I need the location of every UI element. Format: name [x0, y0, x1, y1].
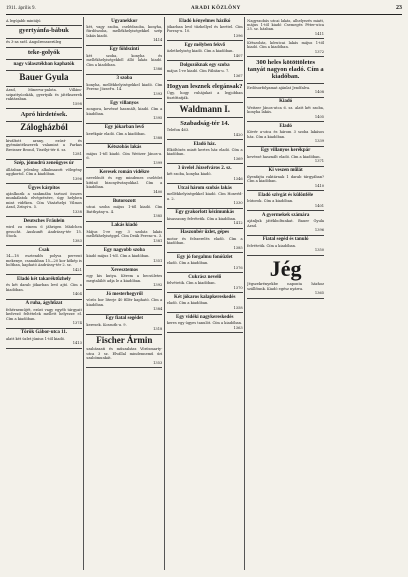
ad-text: utcai szoba május 1-től kiadó. Cím Batthyány-u. 4. — [86, 205, 163, 214]
ad-number: 1395 — [153, 116, 163, 121]
ad-text: két, vagy szoba, cselédszoba, konyha, fürdőszoba, mellékhelyiségekkel szép lakás kiadó. — [86, 25, 163, 38]
ad-heading: Fischer Ármin — [96, 335, 153, 346]
ad-heading: Egy mélyben fekvő — [184, 42, 225, 48]
ad-heading: Egy villanyos kerékpár — [260, 148, 311, 154]
ad-heading: Haszonbér üzlet, gépes — [180, 230, 230, 236]
ad-text: zongora, kevéssé használt, kiadó. Cím a kiadóban. — [86, 107, 163, 116]
ad-text: és két darab jókarban levő ajtó. Cím a kiadóban. — [6, 283, 82, 292]
classified-ad — [6, 300, 82, 329]
classified-ad — [247, 211, 324, 235]
ad-heading: Egy villanyos — [110, 100, 139, 106]
classified-ad — [6, 184, 82, 217]
ad-text: eladó. Cím a kiadóban. — [166, 261, 209, 266]
ad-number: 1401 — [314, 203, 325, 208]
page-header — [6, 5, 402, 15]
classified-ad — [6, 71, 82, 86]
ad-heading: Eladó két takaréktűzhely — [17, 276, 71, 282]
ad-heading: Eladó szivgát és különféle — [258, 192, 314, 198]
ad-text: konyha, mellékhelyiségekkel kiadó. Cím Ferenc József-u. 14. — [86, 82, 163, 92]
column-3 — [167, 17, 245, 570]
classified-ad — [86, 99, 162, 123]
ad-text: és 3-as szél. Angolrenszerüleg — [6, 40, 62, 45]
ad-text: eladó. Cím a kiadóban. — [166, 301, 209, 306]
ad-text: állásban jelenleg alkalmazott vőlegény aggkortol. Cím a kiadóban. — [6, 167, 82, 177]
ad-heading: gyertyánfa-bábuk — [19, 27, 69, 35]
ad-number: 1404 — [72, 292, 82, 297]
ad-number: 1318 — [153, 327, 163, 332]
classified-ad — [167, 140, 243, 164]
ad-heading: Dolgozóknak egy szoba — [179, 62, 230, 68]
classified-ad — [167, 209, 243, 229]
ad-columns — [6, 17, 402, 570]
classified-ad — [6, 87, 82, 109]
ad-number: 1339 — [314, 139, 325, 144]
classified-ad — [167, 17, 243, 41]
classified-ad — [167, 81, 243, 103]
classified-ad — [6, 329, 82, 349]
ad-heading: Cukrász nevelő — [188, 274, 222, 280]
ad-text: Arad, Minerva-palota. Villám-szipattyúcskák, gyertyák és játékszerek raktáraban. — [6, 88, 82, 102]
classified-ad — [247, 84, 324, 97]
ad-number: 1346 — [233, 176, 243, 181]
ad-heading: Eladó kényelmes házikó — [179, 18, 231, 24]
classified-ad — [247, 57, 324, 84]
ad-heading: Keresek román vidékre — [99, 169, 150, 175]
ad-text: Úgy, hogy ruhájukat a legjobban tisztíttatják. — [166, 91, 243, 100]
classified-ad — [167, 273, 243, 293]
ad-text: felvétetik. Cím a kiadóban. — [247, 243, 297, 248]
ad-number: 1350 — [314, 248, 325, 253]
ad-heading: Jég — [269, 256, 302, 281]
column-2 — [86, 17, 164, 570]
classified-ad — [86, 266, 162, 290]
classified-ad — [86, 222, 162, 246]
classified-ad — [167, 253, 243, 273]
ad-text: május 1-től kiadó. Cím Weitzer János-u. 6. — [86, 151, 163, 161]
classified-ad — [86, 75, 162, 99]
classified-ad — [247, 39, 324, 57]
ad-number: 1396 — [314, 228, 325, 233]
classified-ad — [247, 17, 324, 39]
ad-number: 1410 — [314, 183, 325, 188]
ad-number: 1396 — [72, 176, 82, 181]
ad-number: 1413 — [72, 341, 82, 346]
ad-heading: Hogyan lesznek elegánsak? — [166, 82, 243, 90]
ad-heading: Lakás kiadó — [111, 223, 138, 229]
ad-heading: Ügyes kárpitos — [28, 185, 60, 191]
ad-text: ajánljuk játékboltunkat. Bauer Gyula Arad. — [247, 219, 325, 228]
ad-heading: 3 üvelel Józsefváros 2. sz. — [177, 165, 232, 171]
classified-ad — [6, 246, 82, 275]
classified-ad — [167, 164, 243, 184]
ad-text: két szoba, konyha és mellékhelyiségekből álló lakás kiadó. Cím a kiadóban. — [86, 53, 163, 67]
ad-text: Kétszobás, kőrutcai lakás május 1-től kiadó. Cím a kiadóban. — [247, 40, 325, 50]
ad-heading: Butorozott — [112, 198, 136, 204]
ad-number: 1338 — [72, 209, 82, 214]
ad-text: egy kis kutya. Kérem a becsületes megtalálót adja le a kiadóban. — [86, 274, 163, 283]
ad-heading: Zálogházból — [20, 122, 68, 133]
newspaper-title: ARADI KÖZLÖNY — [191, 6, 241, 11]
ad-heading: Xevesztemos — [110, 267, 138, 273]
column-1 — [6, 17, 84, 570]
ad-number: 1388 — [153, 136, 163, 141]
ad-heading: Apró hirdetések. — [20, 110, 68, 118]
ad-text: Elköltözés miatt kertes ház eladó. Cím a kiadóban. — [166, 148, 243, 157]
ad-heading: Kétszobás lakás — [107, 145, 142, 151]
ad-text: nevelőnőt és egy mindenes cselédet kitűnő bizonyítványokkal. Cím a kiadóban. — [86, 176, 163, 190]
classified-ad — [86, 46, 162, 75]
classified-ad — [167, 184, 243, 208]
ad-heading: Fiatal segéd és tanuló — [262, 237, 309, 243]
ad-number: 1358 — [233, 305, 243, 310]
ad-text: keres egy ügyes tanulót. Cím a kiadóban. — [166, 321, 243, 326]
classified-ad — [6, 39, 82, 48]
classified-ad — [167, 61, 243, 81]
ad-heading: Ugyanekkor — [111, 18, 138, 24]
ad-text: A legújabb mintájú — [6, 18, 41, 23]
ad-text: május 1-re kiadó. Cím Fábián-u. 7. — [166, 69, 230, 74]
classified-ad — [167, 229, 243, 253]
ad-text: motor és felszerelés eladó. Cím a kiadóban. — [166, 236, 243, 246]
ad-heading: A ruha, ágyhűzat — [25, 301, 63, 307]
classified-ad — [86, 335, 162, 368]
ad-text: kevéssé használt eladó. Cím a kiadóban. — [247, 154, 321, 159]
ad-heading: Kiadó — [279, 99, 293, 105]
ad-text: keresek. Kossuth-u. 9. — [86, 322, 127, 327]
column-4 — [247, 17, 325, 570]
ad-number: 1383 — [72, 238, 82, 243]
ad-heading: Két jókaros kalapkereskedés — [173, 294, 236, 300]
ad-number: 1372 — [314, 49, 325, 54]
ad-number: 1353 — [153, 360, 163, 365]
ad-heading: Egy vidéki nagykereskedés — [176, 314, 234, 320]
ad-text: Erdősorfolyamat ajánlat Jenőfalva. — [247, 85, 311, 90]
classified-ad — [247, 191, 324, 211]
ad-text: szabászati és műszabász Vörösmarty-utca 3 sz. Elvállal mindennemű úri szabómunkát. — [86, 347, 163, 361]
classified-ad — [86, 144, 162, 168]
classified-ad — [6, 60, 82, 71]
classified-ad — [6, 137, 82, 159]
ad-number: 1367 — [233, 73, 243, 78]
page-number: 23 — [395, 5, 402, 11]
ad-text: kisasszony felvétetik. Cím a kiadóban. — [166, 216, 237, 221]
classified-ad — [167, 313, 243, 333]
ad-text: mellékhelyiségekkel kiadó. Cím Honvéd-u. 2. — [166, 192, 243, 201]
classified-ad — [86, 246, 162, 266]
ad-heading: Egy nagyobb szoba — [103, 247, 145, 253]
ad-text: Telefon 463. — [166, 128, 190, 133]
ad-number: 1365 — [314, 291, 325, 296]
ad-text: Nagyszobás utcai lakás, alhelyezés miatt, május 1-től kiadó Csemegés Péter-utca 25. sz. házban. — [247, 18, 325, 32]
classified-ad — [86, 197, 162, 221]
ad-number: 1330 — [233, 201, 243, 206]
classified-ad — [6, 17, 82, 26]
classified-ad — [6, 160, 82, 184]
ad-number: 1363 — [233, 325, 243, 330]
ad-number: 1370 — [233, 285, 243, 290]
ad-text: bútorok. Cím a kiadóban. — [247, 199, 294, 204]
ad-number: 1392 — [153, 282, 163, 287]
ad-text: 14—18 esztendős polyva pervent mekenye, csanakban 15—20 kor kőkép is boltban, kapható Andrássy-tér 2. sz. — [6, 254, 82, 268]
ad-number: 1385 — [233, 245, 243, 250]
classified-ad — [86, 17, 162, 46]
ad-text: ajánlkozik a szakmába tartozó összes munkálatok elvégzésére, úgy helyben mint vidéken. Cím Vásárhelyi Vilmos Arad, Zrínyi-u. 5. — [6, 192, 82, 210]
ad-heading: Eladó — [279, 123, 292, 129]
ad-heading: Jó mesterhegyről — [105, 291, 143, 297]
ad-heading: 300 heles kötöttöletes tanyát nagyon eladó. Cím a kiadóban. — [247, 58, 324, 81]
ad-heading: Szabadság-tér 14. — [180, 119, 230, 127]
ad-number: 1405 — [314, 114, 325, 119]
ad-heading: Egy jó forgalmu fonóüzlet — [176, 254, 233, 260]
ad-number: 1381 — [153, 238, 163, 243]
classified-ad — [6, 48, 82, 61]
ad-number: 1399 — [153, 160, 163, 165]
ad-heading: Waldmann I. — [179, 103, 230, 114]
ad-text: kerékpár eladó. Cím a kiadóban. — [86, 131, 146, 136]
ad-number: 1376 — [233, 265, 243, 270]
classified-ad — [167, 118, 243, 140]
ad-number: 1408 — [314, 90, 325, 95]
classified-ad — [86, 315, 162, 335]
ad-number: 1386 — [153, 67, 163, 72]
ad-heading: Egy fiatal segédet — [105, 316, 144, 322]
classified-ad — [247, 122, 324, 146]
classified-ad — [6, 122, 82, 137]
ad-number: 1351 — [153, 258, 163, 263]
classified-ad — [6, 26, 82, 39]
ad-number: 1281 — [72, 152, 82, 157]
classified-ad — [167, 41, 243, 61]
ad-text: kiváltott arany, ezüst- és gyémántékszerek valamint a Farkas Breisner Brond, Tisztlyi-tér 6. sz. — [6, 138, 82, 152]
ad-number: 1369 — [233, 156, 243, 161]
classified-ad — [167, 293, 243, 313]
ad-number: 1411 — [314, 31, 325, 36]
ad-text: Jégszekrényekbe naponta házhoz szállítunk. Kiadó egész nyárra. — [247, 282, 325, 291]
ad-text: wird zu einem 6 jährigen Mädchen gesucht. Auskunft Andrássy-tér 15. Stock. — [6, 225, 82, 239]
ad-number: 1412 — [233, 221, 243, 226]
classified-ad — [247, 167, 324, 191]
ad-heading: Szép, jómodrú zeneügyes úr — [13, 161, 74, 167]
classified-ad — [247, 256, 324, 299]
ad-text: üzlethelyiség kiadó. Cím a kiadóban. — [166, 49, 234, 54]
ad-heading: Egy gyakorlott kézimunkás — [175, 210, 235, 216]
classified-ad — [86, 168, 162, 197]
ad-heading: teke-golyók — [27, 49, 61, 57]
classified-ad — [86, 124, 162, 144]
ad-text: fehérneműjét, ezüst vagy egyéb tárgyait kedvező feltételek mellett helyezze el. Cím a kiadóban. — [6, 307, 82, 321]
ad-text: kiadó május 1-től. Cím a kiadóban. — [86, 254, 150, 259]
ad-heading: Török Gábor-utca 11. — [20, 330, 68, 336]
ad-number: 1400 — [153, 189, 163, 194]
ad-number: 1407 — [233, 53, 243, 58]
ad-heading: Deutsches Fräulein — [23, 218, 65, 224]
ad-number: 1598 — [72, 101, 82, 106]
ad-heading: A gyermekek számára — [261, 212, 310, 218]
classified-ad — [6, 217, 82, 246]
ad-heading: Egy jókarban levő — [104, 125, 144, 131]
ad-number: 1393 — [153, 91, 163, 96]
classified-ad — [167, 103, 243, 118]
ad-number: 1371 — [314, 159, 325, 164]
classified-ad — [86, 290, 162, 314]
ad-heading: Egy földszinti — [109, 47, 139, 53]
ad-text: vörös bor literje 40 fillér kapható. Cím a kiadóban. — [86, 298, 163, 307]
ad-heading: Utcai három szobás lakás — [177, 185, 232, 191]
ad-number: 1414 — [153, 38, 163, 43]
ad-text: Kövér a-utca és három 3 szoba lakásos ház. Cím a kiadóban. — [247, 130, 325, 139]
ad-text: ilyenfajta raktárnak 1 darab tárgyában? Cím a kiadóban. — [247, 174, 325, 184]
ad-text: alatt két üzlet június 1-től kiadó. — [6, 336, 66, 341]
ad-number: 1385 — [153, 214, 163, 219]
ad-number: 1384 — [153, 307, 163, 312]
classified-ad — [6, 109, 82, 122]
classified-ad — [247, 98, 324, 122]
ad-heading: Bauer Gyula — [19, 71, 69, 82]
ad-heading: nagy választékban kaphatók — [13, 61, 75, 67]
classified-ad — [247, 147, 324, 167]
classified-ad — [6, 275, 82, 299]
ad-number: 1420 — [233, 132, 243, 137]
ad-number: 1374 — [72, 321, 82, 326]
ad-heading: Csak — [38, 247, 50, 253]
issue-date: 1911. április 9. — [6, 6, 36, 11]
ad-text: jókarban levő tűzhellyel és kerttel. Cím Forray-u. 10. — [166, 25, 243, 34]
ad-text: felvétetik. Cím a kiadóban. — [166, 281, 216, 286]
ad-text: Weitzer János-utca 6. sz. alatt két szoba, konyha lakás. — [247, 105, 325, 115]
ad-heading: Eladó ház. — [193, 141, 216, 147]
classified-ad — [247, 236, 324, 256]
ad-text: két szoba, konyha kiadó. — [166, 172, 212, 177]
ad-number: 1421 — [72, 267, 82, 272]
ad-number: 1396 — [233, 33, 243, 38]
ad-text: Május 1-re egy 3 szobás lakás mellékhelyiséggel. Cím Deák Ferenc-u. 3. — [86, 229, 163, 239]
ad-heading: Ki veszen műlát — [268, 168, 303, 174]
ad-heading: 3 szoba — [116, 76, 133, 82]
